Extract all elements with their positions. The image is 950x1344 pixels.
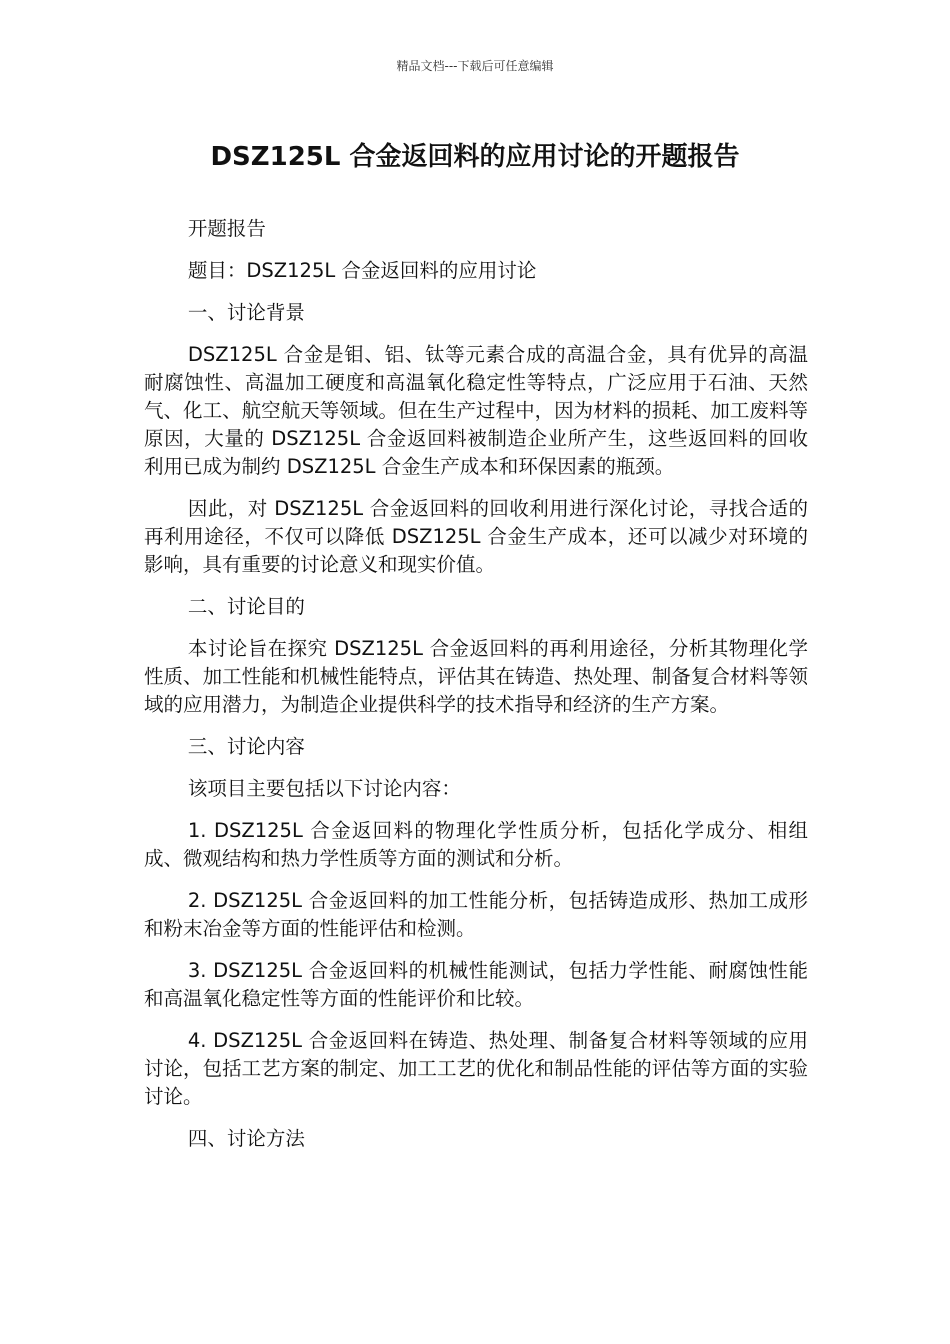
- section-heading-purpose: 二、讨论目的: [187, 595, 305, 618]
- header-note: 精品文档---下载后可任意编辑: [396, 59, 554, 73]
- list-item-content-4: 4. DSZ125L 合金返回料在铸造、热处理、制备复合材料等领域的应用讨论，包括工艺方案的制定、加工工艺的优化和制品性能的评估等方面的实验讨论。: [144, 1029, 808, 1108]
- paragraph-background-2: 因此，对 DSZ125L 合金返回料的回收利用进行深化讨论，寻找合适的再利用途径，不仅可以降低 DSZ125L 合金生产成本，还可以减少对环境的影响，具有重要的讨论意义和现实价值。: [144, 497, 808, 576]
- paragraph-content-intro: 该项目主要包括以下讨论内容：: [187, 777, 461, 800]
- paragraph-purpose: 本讨论旨在探究 DSZ125L 合金返回料的再利用途径，分析其物理化学性质、加工性能和机械性能特点，评估其在铸造、热处理、制备复合材料等领域的应用潜力，为制造企业提供科学的技术指导和经济的生产方案。: [144, 637, 808, 716]
- list-item-content-3: 3. DSZ125L 合金返回料的机械性能测试，包括力学性能、耐腐蚀性能和高温氧化稳定性等方面的性能评价和比较。: [144, 959, 808, 1010]
- paragraph-background-1: DSZ125L 合金是钼、铝、钛等元素合成的高温合金，具有优异的高温耐腐蚀性、高温加工硬度和高温氧化稳定性等特点，广泛应用于石油、天然气、化工、航空航天等领域。但在生产过程中，因为材料的损耗、加工废料等原因，大量的 DSZ125L 合金返回料被制造企业所产生，这些返回料的回收利用已成为制约 DSZ125L 合金生产成本和环保因素的瓶颈。: [144, 343, 808, 478]
- document-body: [144, 215, 808, 1167]
- document-title: DSZ125L 合金返回料的应用讨论的开题报告: [210, 142, 740, 172]
- section-heading-background: 一、讨论背景: [187, 301, 305, 324]
- section-heading-method: 四、讨论方法: [187, 1127, 305, 1150]
- section-heading-content: 三、讨论内容: [187, 735, 305, 758]
- list-item-content-1: 1. DSZ125L 合金返回料的物理化学性质分析，包括化学成分、相组成、微观结构和热力学性质等方面的测试和分析。: [144, 819, 808, 870]
- list-item-content-2: 2. DSZ125L 合金返回料的加工性能分析，包括铸造成形、热加工成形和粉末冶金等方面的性能评估和检测。: [144, 889, 808, 940]
- paragraph-report-label: 开题报告: [187, 217, 266, 240]
- paragraph-topic: 题目：DSZ125L 合金返回料的应用讨论: [187, 259, 537, 282]
